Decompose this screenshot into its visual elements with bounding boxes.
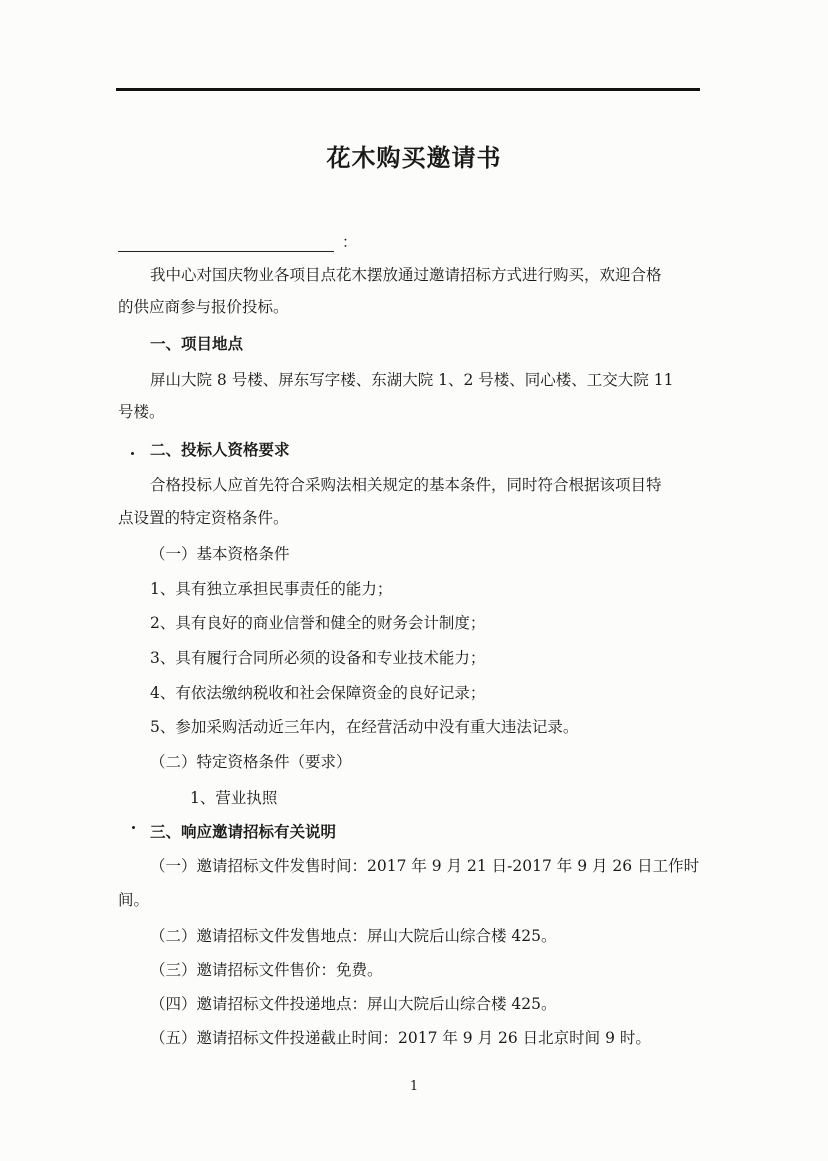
section-2-heading: 二、投标人资格要求 bbox=[150, 440, 290, 459]
basic-item-4: 4、有依法缴纳税收和社会保障资金的良好记录； bbox=[150, 684, 486, 702]
section-3-item-2: （二）邀请招标文件发售地点：屏山大院后山综合楼 425。 bbox=[150, 927, 557, 945]
section-1-line-2: 号楼。 bbox=[118, 403, 165, 421]
basic-item-1: 1、具有独立承担民事责任的能力； bbox=[150, 580, 393, 598]
section-3-item-1-line-1: （一）邀请招标文件发售时间：2017 年 9 月 21 日-2017 年 9 月 26 日工作时 bbox=[150, 857, 700, 875]
recipient-blank-line bbox=[118, 235, 334, 252]
section-3-item-1-line-2: 间。 bbox=[118, 891, 150, 909]
basic-item-5: 5、参加采购活动近三年内，在经营活动中没有重大违法记录。 bbox=[150, 718, 579, 736]
specific-qualification-title: （二）特定资格条件（要求） bbox=[150, 753, 352, 771]
margin-mark bbox=[132, 826, 135, 829]
section-3-heading: 三、响应邀请招标有关说明 bbox=[150, 822, 337, 841]
document-title: 花木购买邀请书 bbox=[326, 143, 502, 172]
section-3-item-5: （五）邀请招标文件投递截止时间：2017 年 9 月 26 日北京时间 9 时。 bbox=[150, 1029, 651, 1047]
section-3-item-3: （三）邀请招标文件售价：免费。 bbox=[150, 961, 383, 979]
basic-item-3: 3、具有履行合同所必须的设备和专业技术能力； bbox=[150, 649, 486, 667]
section-2-intro-line-1: 合格投标人应首先符合采购法相关规定的基本条件，同时符合根据该项目特 bbox=[150, 476, 662, 494]
page-number: 1 bbox=[409, 1079, 419, 1094]
section-1-line-1: 屏山大院 8 号楼、屏东写字楼、东湖大院 1、2 号楼、同心楼、工交大院 11 bbox=[150, 371, 674, 389]
margin-mark bbox=[131, 452, 134, 455]
basic-qualification-title: （一）基本资格条件 bbox=[150, 545, 290, 563]
specific-item-1: 1、营业执照 bbox=[190, 789, 278, 807]
salutation-colon: ： bbox=[342, 233, 358, 251]
intro-line-1: 我中心对国庆物业各项目点花木摆放通过邀请招标方式进行购买，欢迎合格 bbox=[150, 266, 662, 284]
intro-line-2: 的供应商参与报价投标。 bbox=[118, 298, 289, 316]
section-2-intro-line-2: 点设置的特定资格条件。 bbox=[118, 509, 289, 527]
section-3-item-4: （四）邀请招标文件投递地点：屏山大院后山综合楼 425。 bbox=[150, 995, 557, 1013]
header-rule bbox=[116, 88, 700, 91]
salutation bbox=[118, 232, 357, 254]
basic-item-2: 2、具有良好的商业信誉和健全的财务会计制度； bbox=[150, 614, 486, 632]
section-1-heading: 一、项目地点 bbox=[150, 334, 244, 353]
